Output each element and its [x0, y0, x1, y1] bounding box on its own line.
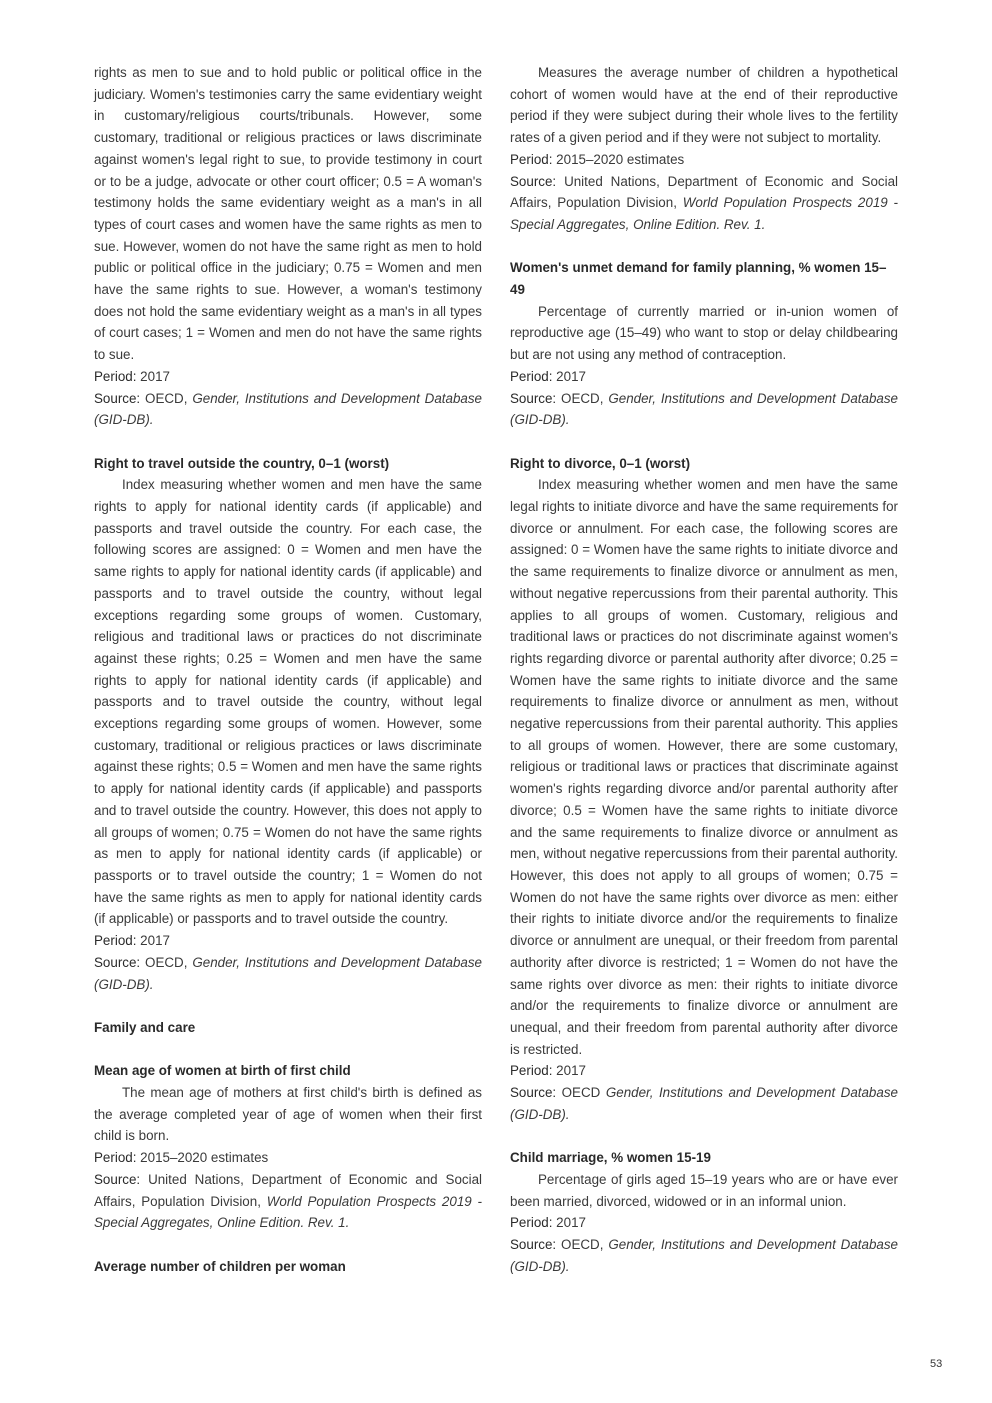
- source-label: Source:: [510, 390, 557, 406]
- mean-age-period: [94, 1147, 482, 1169]
- travel-period: [94, 930, 482, 952]
- source-plain: United Nations, Department of Economic and Social Affairs, Population Division,: [94, 1171, 482, 1209]
- period-value: 2015–2020 estimates: [140, 1150, 269, 1166]
- unmet-demand-heading: Women's unmet demand for family planning, % women 15–49: [510, 260, 887, 298]
- unmet-demand-body: Percentage of currently married or in-union women of reproductive age (15–49) who want to stop or delay childbearing but are not using any method of contraception.: [510, 303, 898, 363]
- source-plain: OECD,: [561, 1236, 604, 1252]
- source-label: Source:: [94, 1171, 141, 1187]
- source-plain: United Nations, Department of Economic and Social Affairs, Population Division,: [510, 173, 898, 211]
- page-number: 53: [930, 1358, 943, 1370]
- source-plain: OECD,: [145, 954, 188, 970]
- child-marriage-body: Percentage of girls aged 15–19 years who are or have ever been married, divorced, widowed or in an informal union.: [510, 1171, 898, 1209]
- period-value: 2017: [556, 1063, 586, 1079]
- mean-age-heading: Mean age of women at birth of first child: [94, 1063, 351, 1079]
- intro-source: [94, 388, 482, 431]
- divorce-period: [510, 1060, 898, 1082]
- right-column: [510, 62, 898, 1277]
- child-marriage-source: [510, 1234, 898, 1277]
- source-label: Source:: [510, 1236, 557, 1252]
- source-label: Source:: [94, 954, 141, 970]
- period-label: Period:: [510, 1215, 553, 1231]
- intro-period: [94, 366, 482, 388]
- period-label: Period:: [94, 1150, 137, 1166]
- travel-source: [94, 952, 482, 995]
- mean-age-body: The mean age of mothers at first child's birth is defined as the average completed year of age of women when their first child is born.: [94, 1085, 482, 1144]
- travel-heading: Right to travel outside the country, 0–1 (worst): [94, 455, 390, 471]
- source-label: Source:: [510, 1085, 557, 1101]
- source-italic: World Population Prospects 2019 - Special Aggregates, Online Edition. Rev. 1.: [510, 195, 898, 232]
- family-section-heading: Family and care: [94, 1019, 196, 1035]
- period-value: 2017: [556, 1215, 586, 1231]
- period-label: Period:: [510, 368, 553, 384]
- period-value: 2017: [556, 368, 586, 384]
- period-label: Period:: [94, 933, 137, 949]
- avg-children-period: [510, 149, 898, 171]
- period-value: 2017: [140, 933, 170, 949]
- source-plain: OECD,: [145, 390, 188, 406]
- source-plain: OECD,: [561, 390, 604, 406]
- period-value: 2015–2020 estimates: [556, 151, 685, 167]
- source-italic: Gender, Institutions and Development Database (GID-DB).: [94, 390, 482, 428]
- source-italic: Gender, Institutions and Development Database (GID-DB).: [94, 954, 482, 992]
- unmet-demand-source: [510, 388, 898, 431]
- avg-children-body: Measures the average number of children a hypothetical cohort of women would have at the end of their reproductive period if they were subject during their whole lives to the fertility rates of a given period and if they were not subject to mortality.: [510, 65, 898, 146]
- left-column: [94, 62, 482, 1277]
- source-italic: Gender, Institutions and Development Database (GID-DB).: [510, 1085, 898, 1122]
- source-italic: Gender, Institutions and Development Database (GID-DB).: [510, 1236, 898, 1274]
- period-label: Period:: [510, 151, 553, 167]
- period-label: Period:: [510, 1063, 553, 1079]
- child-marriage-heading: Child marriage, % women 15-19: [510, 1150, 711, 1166]
- source-italic: Gender, Institutions and Development Database (GID-DB).: [510, 390, 898, 428]
- unmet-demand-period: [510, 366, 898, 388]
- source-label: Source:: [94, 390, 141, 406]
- period-value: 2017: [140, 368, 170, 384]
- child-marriage-period: [510, 1212, 898, 1234]
- intro-continuation: rights as men to sue and to hold public or political office in the judiciary. Women's testimonies carry the same evidentiary weight in customary/religious courts/tribunals. However, some customary, traditional or religious practices or laws discriminate against women's legal right to sue, to provide testimony in court or to be a judge, advocate or other court officer; 0.5 = A woman's testimony holds the same evidentiary weight as a man's in all types of court cases and women have the same rights as men to sue. However, women do not have the same right as men to hold public or political office in the judiciary; 0.75 = Women and men have the same rights to sue. However, a woman's testimony does not hold the same evidentiary weight as a man's in all types of court cases; 1 = Women and men do not have the same rights to sue.: [94, 65, 482, 363]
- source-italic: World Population Prospects 2019 - Special Aggregates, Online Edition. Rev. 1.: [94, 1193, 482, 1231]
- avg-children-source: [510, 171, 898, 236]
- avg-children-heading: Average number of children per woman: [94, 1258, 346, 1274]
- source-label: Source:: [510, 173, 557, 189]
- divorce-source: [510, 1082, 898, 1125]
- travel-body: Index measuring whether women and men have the same rights to apply for national identity cards (if applicable) and passports and travel outside the country. For each case, the following scores are assigned: 0 = Women and men have the same rights to apply for national identity cards (if applicable) and passports and to travel outside the country, without legal exceptions regarding some groups of women. Customary, religious and traditional laws or practices do not discriminate against these rights; 0.25 = Women and men have the same rights to apply for national identity cards (if applicable) and passports and to travel outside the country, without legal exceptions regarding some groups of women. However, some customary, traditional or religious practices or laws discriminate against these rights; 0.5 = Women and men have the same rights to apply for national identity cards (if applicable) and passports and to travel outside the country. However, this does not apply to all groups of women; 0.75 = Women do not have the same rights as men to apply for national identity cards (if applicable) or passports or to travel outside the country; 1 = Women do not have the same rights as men to apply for national identity cards (if applicable) or passports and to travel outside the country.: [94, 477, 482, 927]
- divorce-heading: Right to divorce, 0–1 (worst): [510, 455, 691, 471]
- source-plain: OECD: [561, 1085, 601, 1101]
- divorce-body: Index measuring whether women and men have the same legal rights to initiate divorce and have the same requirements for divorce or annulment. For each case, the following scores are assigned: 0 = Women have the same rights to initiate divorce and the same requirements to finalize divorce or annulment as men, without negative repercussions from their parental authority. This applies to all groups of women. Customary, religious and traditional laws or practices do not discriminate against women's rights regarding divorce or parental authority after divorce; 0.25 = Women have the same rights to initiate divorce and the same requirements to finalize divorce or annulment as men, without negative repercussions from their parental authority. This applies to all groups of women. However, there are some customary, religious or traditional laws or practices that discriminate against women's rights regarding divorce and/or parental authority after divorce; 0.5 = Women have the same rights to initiate divorce and the same requirements to finalize divorce or annulment as men, without negative repercussions from their parental authority. However, this does not apply to all groups of women; 0.75 = Women do not have the same rights over divorce as men: either their rights to initiate divorce and/or the requirements to finalize divorce or annulment are unequal, or their freedom from parental authority after divorce is restricted; 1 = Women do not have the same rights over divorce as men: their rights to initiate divorce and/or the requirements to finalize divorce or annulment are unequal, and their freedom from parental authority after divorce is restricted.: [510, 477, 898, 1057]
- period-label: Period:: [94, 368, 137, 384]
- mean-age-source: [94, 1169, 482, 1234]
